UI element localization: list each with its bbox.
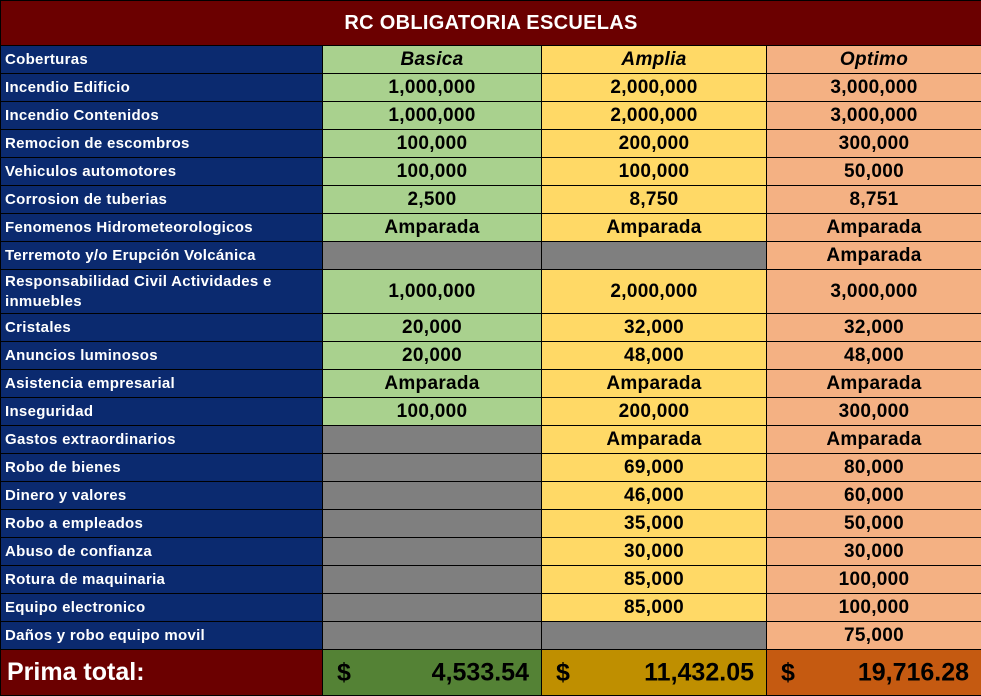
value-optimo: 300,000	[767, 130, 981, 158]
total-row	[1, 650, 981, 696]
total-amplia	[542, 650, 767, 696]
header-optimo: Optimo	[767, 46, 981, 74]
value-amplia: Amparada	[542, 214, 767, 242]
value-amplia: 200,000	[542, 398, 767, 426]
value-basica: 1,000,000	[323, 74, 542, 102]
coverage-label: Fenomenos Hidrometeorologicos	[1, 214, 323, 242]
total-amount: 4,533.54	[432, 658, 529, 687]
value-amplia: 2,000,000	[542, 74, 767, 102]
coverage-label: Robo de bienes	[1, 454, 323, 482]
coverage-label: Responsabilidad Civil Actividades e inmuebles	[1, 270, 323, 314]
not-covered-cell	[542, 242, 767, 270]
coverage-label: Vehiculos automotores	[1, 158, 323, 186]
table-row	[1, 482, 981, 510]
value-optimo: 3,000,000	[767, 270, 981, 314]
table-row	[1, 214, 981, 242]
not-covered-cell	[323, 454, 542, 482]
header-amplia: Amplia	[542, 46, 767, 74]
total-basica	[323, 650, 542, 696]
coverage-label: Equipo electronico	[1, 594, 323, 622]
coverage-label: Dinero y valores	[1, 482, 323, 510]
total-optimo	[767, 650, 981, 696]
coverage-label: Asistencia empresarial	[1, 370, 323, 398]
value-optimo: Amparada	[767, 370, 981, 398]
value-amplia: 200,000	[542, 130, 767, 158]
value-optimo: Amparada	[767, 426, 981, 454]
value-basica: 100,000	[323, 130, 542, 158]
coverage-label: Abuso de confianza	[1, 538, 323, 566]
not-covered-cell	[323, 510, 542, 538]
not-covered-cell	[323, 594, 542, 622]
total-amount: 11,432.05	[644, 658, 754, 687]
table-row	[1, 622, 981, 650]
table-row	[1, 370, 981, 398]
table-row	[1, 270, 981, 314]
value-amplia: 30,000	[542, 538, 767, 566]
coverage-label: Rotura de maquinaria	[1, 566, 323, 594]
table-row	[1, 426, 981, 454]
table-row	[1, 242, 981, 270]
value-amplia: 32,000	[542, 314, 767, 342]
value-amplia: 85,000	[542, 566, 767, 594]
coverage-label: Incendio Edificio	[1, 74, 323, 102]
not-covered-cell	[323, 426, 542, 454]
value-amplia: 2,000,000	[542, 102, 767, 130]
table-row	[1, 454, 981, 482]
value-optimo: 30,000	[767, 538, 981, 566]
table-row	[1, 342, 981, 370]
value-amplia: 2,000,000	[542, 270, 767, 314]
total-label: Prima total:	[1, 650, 323, 696]
table-row	[1, 566, 981, 594]
value-basica: 20,000	[323, 342, 542, 370]
header-coberturas: Coberturas	[1, 46, 323, 74]
value-optimo: 3,000,000	[767, 74, 981, 102]
value-optimo: 48,000	[767, 342, 981, 370]
table-row	[1, 594, 981, 622]
value-optimo: Amparada	[767, 242, 981, 270]
coverage-label: Terremoto y/o Erupción Volcánica	[1, 242, 323, 270]
table-row	[1, 510, 981, 538]
coverage-label: Gastos extraordinarios	[1, 426, 323, 454]
not-covered-cell	[323, 566, 542, 594]
value-optimo: 100,000	[767, 594, 981, 622]
coverage-label: Daños y robo equipo movil	[1, 622, 323, 650]
not-covered-cell	[323, 242, 542, 270]
value-optimo: 75,000	[767, 622, 981, 650]
coverage-label: Cristales	[1, 314, 323, 342]
value-basica: 20,000	[323, 314, 542, 342]
total-amount: 19,716.28	[858, 658, 969, 687]
not-covered-cell	[323, 622, 542, 650]
value-amplia: 8,750	[542, 186, 767, 214]
table-row	[1, 314, 981, 342]
value-amplia: Amparada	[542, 426, 767, 454]
coverage-label: Inseguridad	[1, 398, 323, 426]
value-amplia: 46,000	[542, 482, 767, 510]
table-title: RC OBLIGATORIA ESCUELAS	[1, 1, 981, 46]
not-covered-cell	[542, 622, 767, 650]
value-basica: 100,000	[323, 398, 542, 426]
value-amplia: 100,000	[542, 158, 767, 186]
value-optimo: 32,000	[767, 314, 981, 342]
table-row	[1, 398, 981, 426]
value-optimo: 50,000	[767, 158, 981, 186]
value-optimo: 3,000,000	[767, 102, 981, 130]
not-covered-cell	[323, 538, 542, 566]
not-covered-cell	[323, 482, 542, 510]
header-basica: Basica	[323, 46, 542, 74]
table-row	[1, 130, 981, 158]
table-row	[1, 538, 981, 566]
value-optimo: 300,000	[767, 398, 981, 426]
value-basica: 2,500	[323, 186, 542, 214]
table-row	[1, 102, 981, 130]
table-row	[1, 158, 981, 186]
currency-symbol: $	[556, 658, 570, 687]
value-optimo: 50,000	[767, 510, 981, 538]
value-optimo: 80,000	[767, 454, 981, 482]
coverage-label: Anuncios luminosos	[1, 342, 323, 370]
value-amplia: Amparada	[542, 370, 767, 398]
table-row	[1, 186, 981, 214]
value-basica: 1,000,000	[323, 270, 542, 314]
currency-symbol: $	[337, 658, 351, 687]
coverage-label: Corrosion de tuberias	[1, 186, 323, 214]
value-amplia: 48,000	[542, 342, 767, 370]
value-basica: 1,000,000	[323, 102, 542, 130]
coverage-label: Robo a empleados	[1, 510, 323, 538]
value-optimo: 100,000	[767, 566, 981, 594]
value-optimo: 60,000	[767, 482, 981, 510]
coverage-label: Incendio Contenidos	[1, 102, 323, 130]
value-optimo: Amparada	[767, 214, 981, 242]
value-optimo: 8,751	[767, 186, 981, 214]
value-basica: Amparada	[323, 214, 542, 242]
value-amplia: 85,000	[542, 594, 767, 622]
value-amplia: 69,000	[542, 454, 767, 482]
coverage-label: Remocion de escombros	[1, 130, 323, 158]
currency-symbol: $	[781, 658, 795, 687]
value-amplia: 35,000	[542, 510, 767, 538]
value-basica: Amparada	[323, 370, 542, 398]
value-basica: 100,000	[323, 158, 542, 186]
table-row	[1, 74, 981, 102]
